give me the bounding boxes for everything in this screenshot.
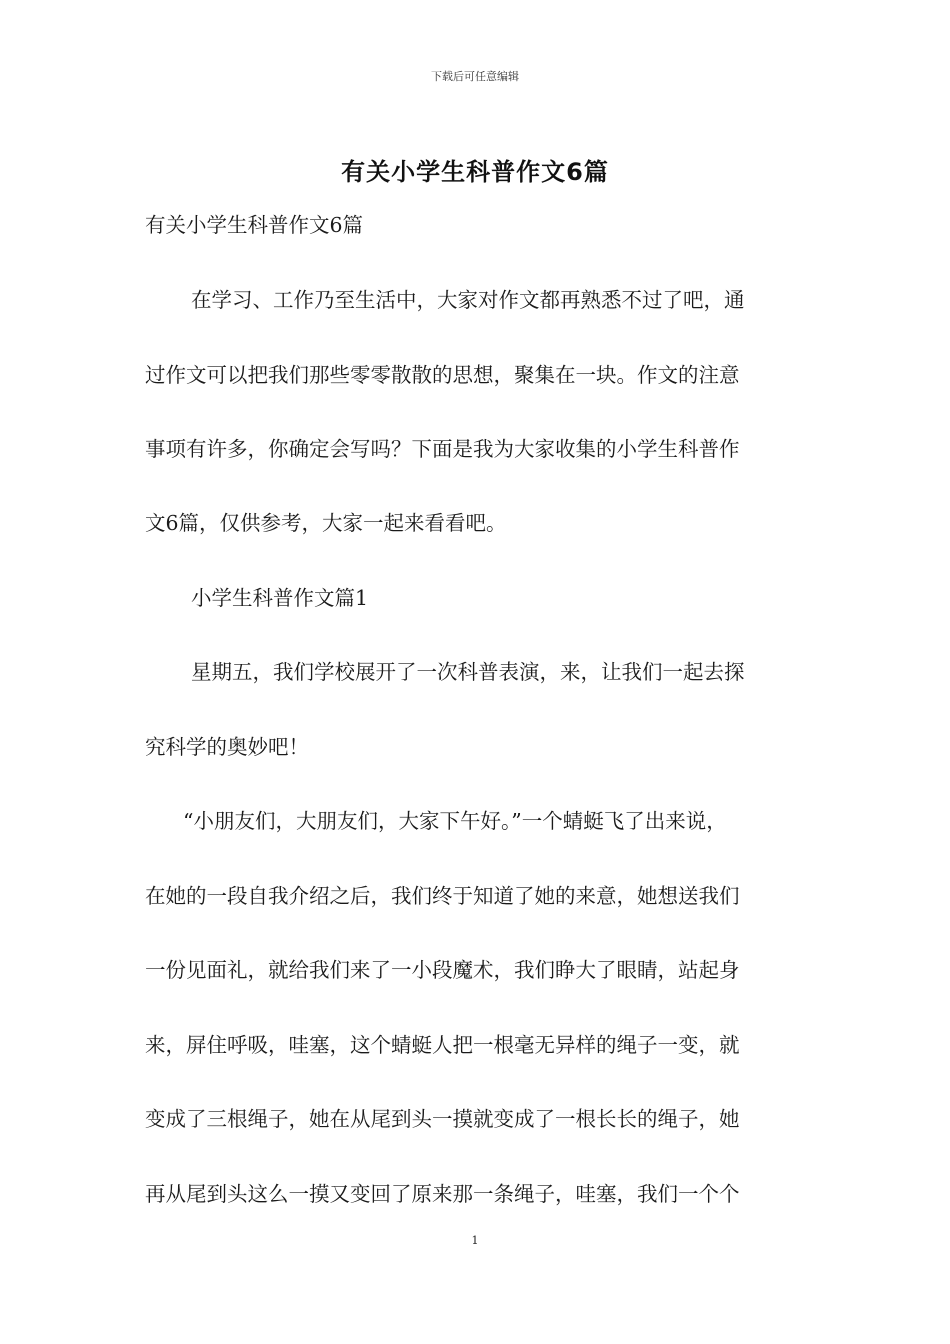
intro-line: 过作文可以把我们那些零零散散的思想，聚集在一块。作文的注意: [145, 363, 740, 387]
page-number: 1: [471, 1234, 479, 1247]
intro-line: 事项有许多，你确定会写吗？下面是我为大家收集的小学生科普作: [145, 437, 740, 461]
para2-line: 来，屏住呼吸，哇塞，这个蜻蜓人把一根毫无异样的绳子一变，就: [145, 1033, 740, 1057]
para2-line: 再从尾到头这么一摸又变回了原来那一条绳子，哇塞，我们一个个: [145, 1182, 740, 1206]
section-heading: 小学生科普作文篇1: [191, 586, 369, 610]
para1-line: 星期五，我们学校展开了一次科普表演，来，让我们一起去探: [191, 660, 745, 684]
para2-line: “小朋友们，大朋友们，大家下午好。”一个蜻蜓飞了出来说，: [183, 809, 727, 833]
para2-line: 在她的一段自我介绍之后，我们终于知道了她的来意，她想送我们: [145, 884, 740, 908]
para2-line: 变成了三根绳子，她在从尾到头一摸就变成了一根长长的绳子，她: [145, 1107, 740, 1131]
document-title: 有关小学生科普作文6篇: [341, 158, 609, 186]
intro-line: 文6篇，仅供参考，大家一起来看看吧。: [145, 511, 507, 535]
intro-line: 在学习、工作乃至生活中，大家对作文都再熟悉不过了吧，通: [191, 288, 745, 312]
para2-line: 一份见面礼，就给我们来了一小段魔术，我们睁大了眼睛，站起身: [145, 958, 740, 982]
header-note: 下载后可任意编辑: [431, 70, 519, 83]
document-subtitle: 有关小学生科普作文6篇: [145, 213, 364, 237]
para1-line: 究科学的奥妙吧！: [145, 735, 309, 759]
